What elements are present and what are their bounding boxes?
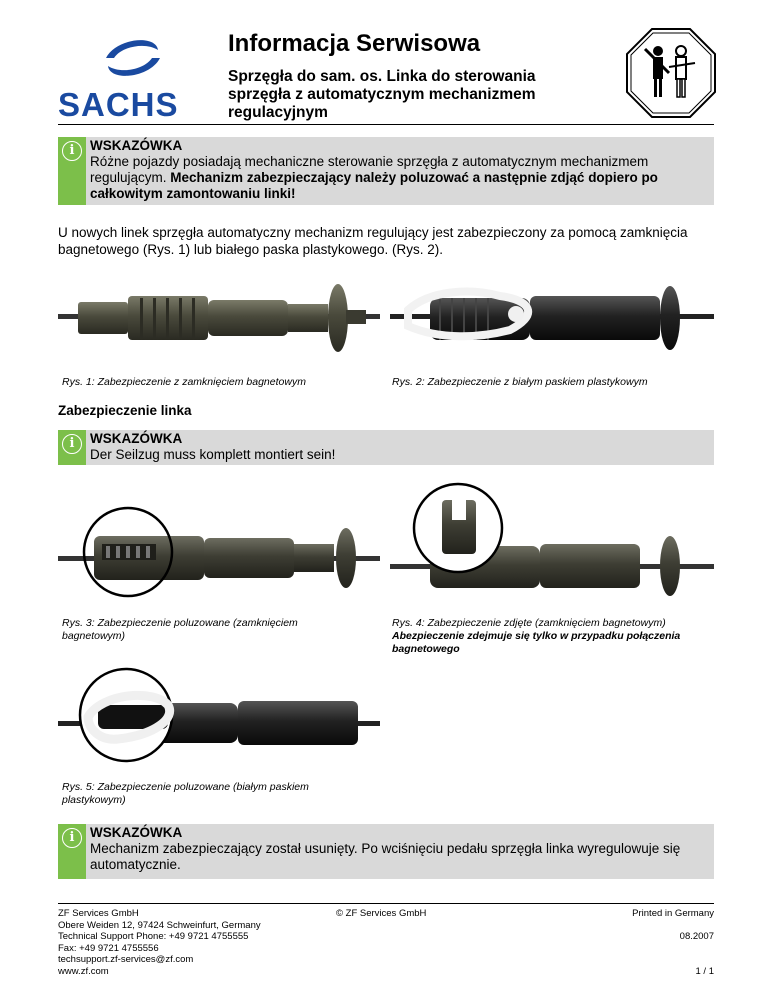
note-text: Różne pojazdy posiadają mechaniczne sterowanie sprzęgła z automatycznym mechanizmem regulującym. Mechanizm zabezpieczający należy poluzować a następnie zdjąć dopiero po całkowitym zamontowaniu linki! [90, 154, 658, 201]
note-heading: WSKAZÓWKA [90, 825, 183, 840]
figure-2-caption: Rys. 2: Zabezpieczenie z białym paskiem plastykowym [392, 376, 648, 388]
footer-address-block: ZF Services GmbH Obere Weiden 12, 97424 Schweinfurt, Germany Technical Support Phone: +49 9721 4755555 Fax: +49 9721 4755556 techsupport.zf-services@zf.com www.zf.com [58, 908, 261, 977]
figure-2-photo [390, 280, 714, 360]
section-title: Zabezpieczenie linka [58, 403, 192, 418]
info-icon: i [58, 824, 86, 879]
note-box-1 [58, 137, 714, 205]
info-icon: i [58, 137, 86, 205]
note-box-2 [58, 430, 714, 465]
intro-paragraph: U nowych linek sprzęgła automatyczny mechanizm regulujący jest zabezpieczony za pomocą zamknięcia bagnetowego (Rys. 1) lub białego paska plastykowego. (Rys. 2). [58, 225, 688, 257]
footer-date: 08.2007 [679, 931, 714, 942]
page-title: Informacja Serwisowa [228, 30, 481, 57]
footer-copyright: © ZF Services GmbH [336, 908, 427, 919]
figure-3-photo [58, 500, 380, 605]
brand-name: SACHS [58, 86, 179, 123]
note-heading: WSKAZÓWKA [90, 138, 183, 153]
info-icon: i [58, 430, 86, 465]
figure-4-caption: Rys. 4: Zabezpieczenie zdjęte (zamknięciem bagnetowym) Abezpieczenie zdejmuje się tylko w przypadku połączenia bagnetowego [392, 617, 681, 655]
footer-page-number: 1 / 1 [695, 966, 714, 977]
figure-4-photo [390, 480, 714, 608]
mechanic-warning-icon [625, 27, 717, 119]
figure-5-caption: Rys. 5: Zabezpieczenie poluzowane (białym paskiem plastykowym) [62, 781, 309, 806]
sachs-swirl-icon [58, 28, 208, 88]
figure-1-photo [58, 280, 380, 360]
figure-5-photo [58, 665, 380, 765]
note-box-3 [58, 824, 714, 879]
header-divider [58, 124, 714, 125]
footer-divider [58, 903, 714, 904]
page-subtitle: Sprzęgła do sam. os. Linka do sterowania sprzęgła z automatycznym mechanizmem regulacyjnym [228, 68, 536, 121]
figure-1-caption: Rys. 1: Zabezpieczenie z zamknięciem bagnetowym [62, 376, 306, 388]
note-text: Der Seilzug muss komplett montiert sein! [90, 447, 336, 462]
footer-printed: Printed in Germany [632, 908, 714, 919]
sachs-logo [58, 28, 208, 123]
note-heading: WSKAZÓWKA [90, 431, 183, 446]
figure-3-caption: Rys. 3: Zabezpieczenie poluzowane (zamknięciem bagnetowym) [62, 617, 298, 642]
note-text: Mechanizm zabezpieczający został usunięty. Po wciśnięciu pedału sprzęgła linka wyregulowuje się automatycznie. [90, 841, 681, 872]
